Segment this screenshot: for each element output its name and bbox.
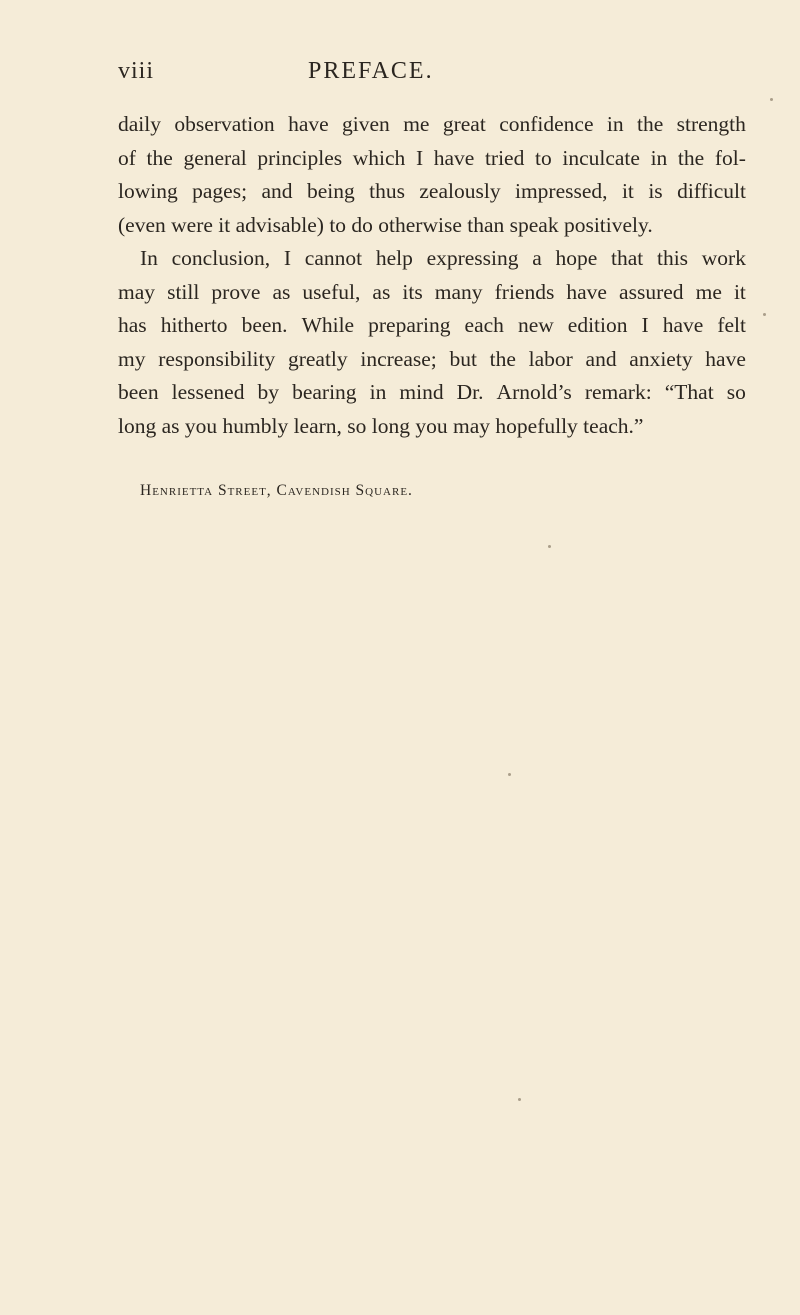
paper-speck <box>770 98 773 101</box>
running-head <box>118 58 738 88</box>
text-line: been lessened by bearing in mind Dr. Arnold’s remark: “That so <box>118 380 746 404</box>
page-number: viii <box>118 58 155 84</box>
paper-speck <box>518 1098 521 1101</box>
text-line: has hitherto been. While preparing each new edition I have felt <box>118 313 746 337</box>
paper-speck <box>548 545 551 548</box>
text-line: of the general principles which I have tried to inculcate in the fol- <box>118 145 746 170</box>
preface-body <box>118 108 746 443</box>
page-title: PREFACE. <box>308 58 434 84</box>
signature-address: Henrietta Street, Cavendish Square. <box>140 482 413 499</box>
text-line: my responsibility greatly increase; but the labor and anxiety have <box>118 346 746 371</box>
paper-speck <box>763 313 766 316</box>
text-line: lowing pages; and being thus zealously impressed, it is difficult <box>118 179 746 203</box>
text-line: daily observation have given me great confidence in the strength <box>118 112 746 136</box>
text-line: may still prove as useful, as its many friends have assured me it <box>118 279 746 304</box>
paper-speck <box>508 773 511 776</box>
text-line: (even were it advisable) to do otherwise than speak positively. <box>118 212 653 237</box>
text-line: In conclusion, I cannot help expressing a hope that this work <box>140 246 746 270</box>
text-line: long as you humbly learn, so long you may hopefully teach.” <box>118 413 644 438</box>
